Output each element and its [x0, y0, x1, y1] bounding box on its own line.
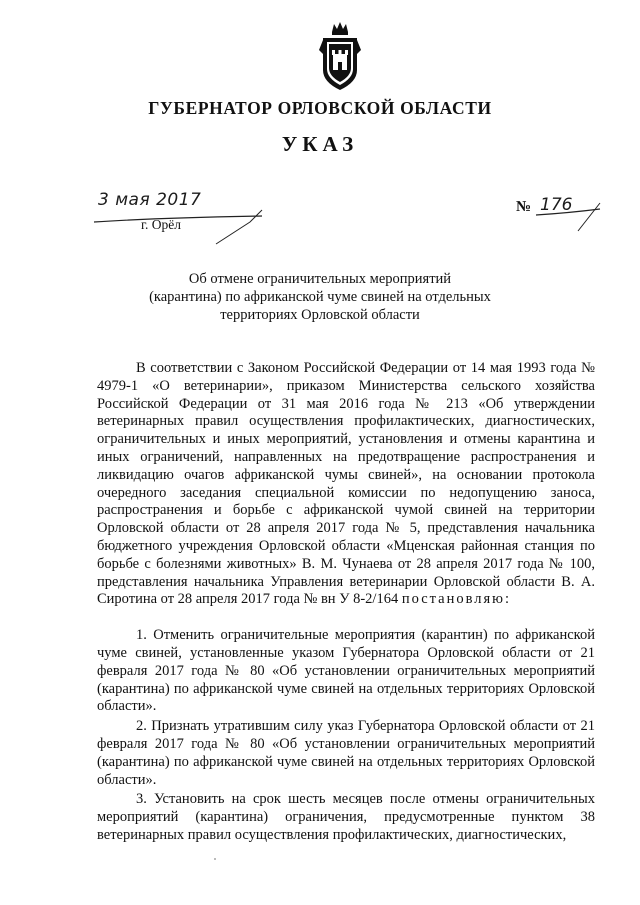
decree-number: [508, 195, 603, 235]
scan-speck: [214, 858, 216, 860]
clause-1: 1. Отменить ограничительные мероприятия (карантин) по африканской чуме свиней, установленные указом Губернатора Орловской области от 21 февраля 2017 года № 80 «Об установлении ограничительных мероприятий (карантина) по африканской чуме свиней на отдельных территориях Орловской области».: [97, 627, 595, 715]
clause-3: 3. Установить на срок шесть месяцев после отмены ограничительных мероприятий (карантина) ограничения, предусмотренные пунктом 38 ветеринарных правил осуществления профилактических, диагностических,: [97, 791, 595, 843]
document-subject: [120, 270, 520, 324]
number-sign: №: [516, 199, 532, 215]
handwritten-number: 176: [540, 195, 573, 215]
subject-line-2: (карантина) по африканской чуме свиней на отдельных: [149, 289, 491, 305]
coat-of-arms-icon: [319, 20, 361, 92]
handwritten-date: 3 мая 2017: [98, 190, 202, 210]
preamble: [97, 360, 595, 609]
document-type: УКАЗ: [281, 132, 359, 156]
number-underline: [508, 195, 603, 235]
subject-line-3: территориях Орловской области: [220, 307, 420, 323]
decree-word: постановляю:: [401, 591, 512, 608]
subject-line-1: Об отмене ограничительных мероприятий: [188, 271, 452, 287]
issuing-authority: ГУБЕРНАТОР ОРЛОВСКОЙ ОБЛАСТИ: [148, 98, 492, 118]
document-body: [97, 360, 595, 845]
preamble-text: В соответствии с Законом Российской Федерации от 14 мая 1993 года № 4979-1 «О ветеринарии», приказом Министерства сельского хозяйства Российской Федерации от 31 мая 2016 года № 213 «Об утверждении ветеринарных правил осуществления профилактических, диагностических, ограничительных и иных мероприятий, установления и отмены карантина и иных ограничений, направленных на предотвращение распространения и ликвидацию очагов африканской чумы свиней», на основании протокола очередного заседания специальной комиссии по недопущению заноса, распространения и борьбе с африканской чумой свиней на территории Орловской области от 28 апреля 2017 года № 5, представления начальника бюджетного учреждения Орловской области «Мценская районная станция по борьбе с болезнями животных» В. М. Чунаева от 28 апреля 2017 года № 100, представления начальника Управления ветеринарии Орловской области В. А. Сиротина от 28 апреля 2017 года № вн У 8-2/164: [97, 360, 595, 608]
clause-2: 2. Признать утратившим силу указ Губернатора Орловской области от 21 февраля 2017 года № 80 «Об установлении ограничительных мероприятий (карантина) по африканской чуме свиней на отдельных территориях Орловской области».: [97, 718, 595, 788]
city: г. Орёл: [141, 217, 181, 232]
